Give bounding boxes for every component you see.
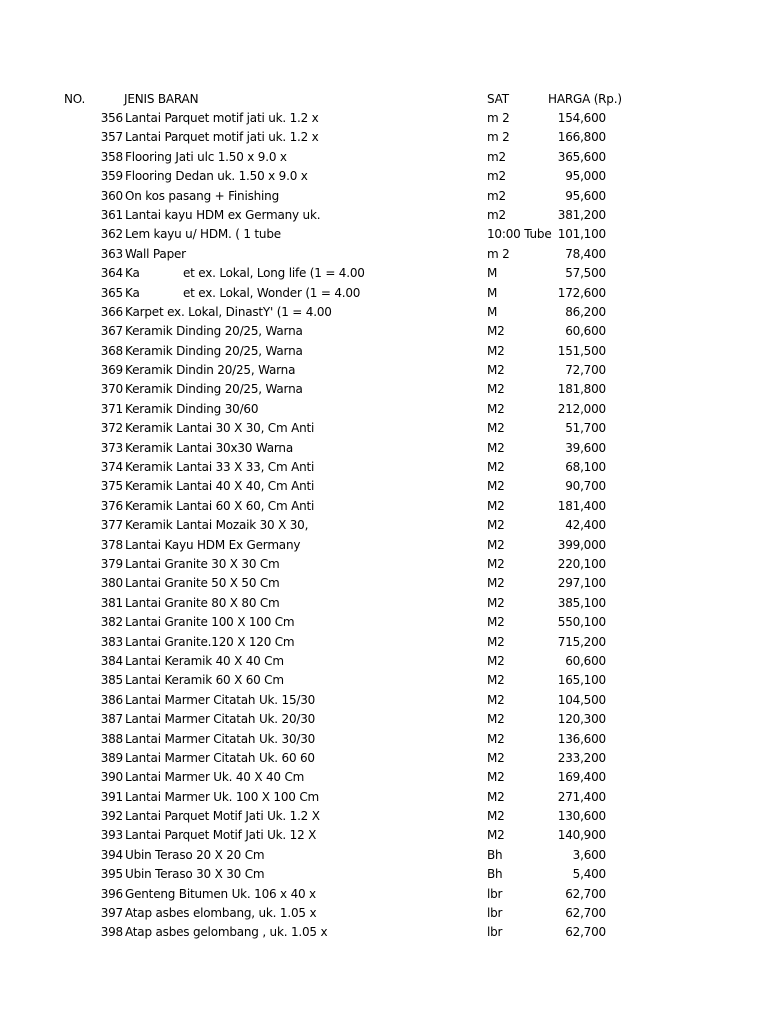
item-unit: M [487, 304, 498, 319]
item-unit: M2 [487, 556, 505, 571]
item-unit: M2 [487, 828, 505, 843]
item-price: 169,400 [557, 770, 606, 785]
item-price: 381,200 [557, 207, 606, 222]
item-number: 397 [100, 906, 123, 921]
item-price: 271,400 [557, 789, 606, 804]
item-price: 68,100 [565, 460, 606, 475]
item-number: 386 [100, 692, 123, 707]
item-name: Lem kayu u/ HDM. ( 1 tube [125, 227, 281, 242]
item-name: Lantai Parquet Motif Jati Uk. 1.2 X [125, 809, 320, 824]
item-name: Flooring Jati ulc 1.50 x 9.0 x [125, 149, 287, 164]
table-row [0, 826, 768, 845]
item-number: 396 [100, 886, 123, 901]
item-name: Karpet ex. Lokal, DinastY' (1 = 4.00 [125, 304, 332, 319]
header-no: NO. [64, 92, 86, 106]
item-unit: M2 [487, 421, 505, 436]
item-unit: Bh [487, 867, 503, 882]
item-number: 398 [100, 925, 123, 940]
table-row [0, 594, 768, 613]
item-price: 104,500 [557, 692, 606, 707]
item-price: 212,000 [557, 401, 606, 416]
item-price: 95,600 [565, 188, 606, 203]
item-name: Lantai Granite 50 X 50 Cm [125, 576, 280, 591]
item-number: 376 [100, 498, 123, 513]
item-price: 42,400 [565, 518, 606, 533]
table-row [0, 322, 768, 341]
item-number: 356 [100, 111, 123, 125]
item-unit: M [487, 266, 498, 281]
item-price: 130,600 [557, 809, 606, 824]
item-price: 95,000 [565, 169, 606, 184]
item-price: 3,600 [572, 847, 606, 862]
item-name: Ubin Teraso 30 X 30 Cm [125, 867, 265, 882]
table-row [0, 613, 768, 632]
item-name: Keramik Dindin 20/25, Warna [125, 363, 296, 378]
item-name: Lantai Parquet Motif Jati Uk. 12 X [125, 828, 317, 843]
table-row [0, 361, 768, 380]
table-row [0, 400, 768, 419]
price-table-body [0, 109, 768, 943]
item-number: 393 [100, 828, 123, 843]
item-unit: m2 [487, 169, 506, 184]
item-price: 5,400 [572, 867, 606, 882]
item-number: 392 [100, 809, 123, 824]
item-unit: Bh [487, 847, 503, 862]
item-unit: m 2 [487, 246, 510, 261]
table-row [0, 303, 768, 322]
item-number: 387 [100, 712, 123, 727]
item-price: 151,500 [557, 343, 606, 358]
table-row [0, 342, 768, 361]
item-number: 360 [100, 188, 123, 203]
item-price: 62,700 [565, 906, 606, 921]
item-price: 62,700 [565, 925, 606, 940]
item-unit: M2 [487, 343, 505, 358]
table-row [0, 284, 768, 303]
item-unit: M2 [487, 401, 505, 416]
item-name: Lantai kayu HDM ex Germany uk. [125, 207, 321, 222]
table-row [0, 768, 768, 787]
table-row [0, 497, 768, 516]
header-item-name: JENIS BARAN [124, 92, 199, 106]
item-price: 181,400 [557, 498, 606, 513]
item-name: Keramik Lantai 33 X 33, Cm Anti [125, 460, 315, 475]
item-unit: M2 [487, 324, 505, 339]
table-row [0, 264, 768, 283]
table-row [0, 536, 768, 555]
item-number: 378 [100, 537, 123, 552]
item-number: 366 [100, 304, 123, 319]
item-unit: M2 [487, 440, 505, 455]
item-unit: m 2 [487, 130, 510, 145]
item-unit: M2 [487, 809, 505, 824]
item-number: 391 [100, 789, 123, 804]
table-row [0, 633, 768, 652]
item-price: 136,600 [557, 731, 606, 746]
item-price: 172,600 [557, 285, 606, 300]
item-name: Lantai Marmer Citatah Uk. 20/30 [125, 712, 316, 727]
item-name: Atap asbes elombang, uk. 1.05 x [125, 906, 317, 921]
item-price: 62,700 [565, 886, 606, 901]
item-number: 365 [100, 285, 123, 300]
item-price: 385,100 [557, 595, 606, 610]
item-number: 385 [100, 673, 123, 688]
item-price: 101,100 [557, 227, 606, 242]
item-name: Keramik Dinding 20/25, Warna [125, 324, 303, 339]
item-name: Lantai Parquet motif jati uk. 1.2 x [125, 111, 319, 125]
item-number: 377 [100, 518, 123, 533]
item-price: 154,600 [557, 111, 606, 125]
table-row [0, 516, 768, 535]
item-number: 359 [100, 169, 123, 184]
item-unit: M2 [487, 712, 505, 727]
item-unit: M2 [487, 653, 505, 668]
item-name: Atap asbes gelombang , uk. 1.05 x [125, 925, 328, 940]
table-row [0, 245, 768, 264]
item-price: 220,100 [557, 556, 606, 571]
item-name: Keramik Lantai Mozaik 30 X 30, [125, 518, 309, 533]
item-name: On kos pasang + Finishing [125, 188, 279, 203]
item-number: 381 [100, 595, 123, 610]
item-price: 181,800 [557, 382, 606, 397]
item-price: 365,600 [557, 149, 606, 164]
item-unit: M2 [487, 595, 505, 610]
table-row [0, 458, 768, 477]
item-name: Ka et ex. Lokal, Wonder (1 = 4.00 [125, 285, 361, 300]
item-name: Lantai Parquet motif jati uk. 1.2 x [125, 130, 319, 145]
item-name: Flooring Dedan uk. 1.50 x 9.0 x [125, 169, 308, 184]
item-number: 375 [100, 479, 123, 494]
item-unit: M2 [487, 576, 505, 591]
item-price: 86,200 [565, 304, 606, 319]
item-number: 389 [100, 750, 123, 765]
item-number: 364 [100, 266, 123, 281]
item-unit: M2 [487, 770, 505, 785]
table-row [0, 710, 768, 729]
item-number: 384 [100, 653, 123, 668]
item-unit: 10:00 Tube [487, 227, 552, 242]
item-number: 367 [100, 324, 123, 339]
table-row [0, 865, 768, 884]
item-number: 358 [100, 149, 123, 164]
item-name: Keramik Dinding 20/25, Warna [125, 343, 303, 358]
item-name: Keramik Lantai 30 X 30, Cm Anti [125, 421, 315, 436]
item-price: 60,600 [565, 324, 606, 339]
item-number: 372 [100, 421, 123, 436]
header-unit: SAT [487, 92, 509, 106]
item-name: Genteng Bitumen Uk. 106 x 40 x [125, 886, 316, 901]
table-row [0, 380, 768, 399]
item-unit: M [487, 285, 498, 300]
item-unit: m2 [487, 149, 506, 164]
table-row [0, 730, 768, 749]
table-row [0, 555, 768, 574]
item-price: 140,900 [557, 828, 606, 843]
item-unit: M2 [487, 692, 505, 707]
item-price: 90,700 [565, 479, 606, 494]
item-number: 390 [100, 770, 123, 785]
item-price: 72,700 [565, 363, 606, 378]
item-name: Keramik Lantai 60 X 60, Cm Anti [125, 498, 315, 513]
item-unit: M2 [487, 789, 505, 804]
item-price: 60,600 [565, 653, 606, 668]
item-unit: M2 [487, 382, 505, 397]
item-unit: M2 [487, 498, 505, 513]
table-row [0, 225, 768, 244]
item-name: Keramik Lantai 30x30 Warna [125, 440, 293, 455]
table-row [0, 109, 768, 128]
item-number: 388 [100, 731, 123, 746]
item-name: Keramik Dinding 30/60 [125, 401, 259, 416]
table-row [0, 187, 768, 206]
item-price: 233,200 [557, 750, 606, 765]
table-row [0, 788, 768, 807]
table-row [0, 749, 768, 768]
item-unit: m 2 [487, 111, 510, 125]
item-unit: m2 [487, 207, 506, 222]
item-unit: M2 [487, 479, 505, 494]
item-name: Lantai Kayu HDM Ex Germany [125, 537, 301, 552]
item-name: Keramik Lantai 40 X 40, Cm Anti [125, 479, 315, 494]
item-unit: M2 [487, 460, 505, 475]
item-number: 363 [100, 246, 123, 261]
item-number: 379 [100, 556, 123, 571]
item-price: 57,500 [565, 266, 606, 281]
item-price: 715,200 [557, 634, 606, 649]
table-row [0, 574, 768, 593]
table-row [0, 904, 768, 923]
table-row [0, 885, 768, 904]
table-row [0, 652, 768, 671]
table-row [0, 206, 768, 225]
item-price: 39,600 [565, 440, 606, 455]
item-name: Lantai Marmer Uk. 100 X 100 Cm [125, 789, 320, 804]
item-name: Lantai Granite.120 X 120 Cm [125, 634, 295, 649]
item-unit: m2 [487, 188, 506, 203]
item-unit: lbr [487, 886, 503, 901]
item-unit: M2 [487, 363, 505, 378]
item-number: 383 [100, 634, 123, 649]
table-row [0, 671, 768, 690]
item-number: 370 [100, 382, 123, 397]
item-number: 361 [100, 207, 123, 222]
item-name: Lantai Marmer Citatah Uk. 15/30 [125, 692, 316, 707]
item-name: Lantai Keramik 60 X 60 Cm [125, 673, 284, 688]
item-unit: M2 [487, 537, 505, 552]
item-price: 297,100 [557, 576, 606, 591]
item-price: 165,100 [557, 673, 606, 688]
table-row [0, 846, 768, 865]
item-number: 380 [100, 576, 123, 591]
item-unit: lbr [487, 906, 503, 921]
item-name: Lantai Keramik 40 X 40 Cm [125, 653, 284, 668]
item-unit: M2 [487, 750, 505, 765]
item-name: Lantai Granite 80 X 80 Cm [125, 595, 280, 610]
table-row [0, 128, 768, 147]
item-number: 373 [100, 440, 123, 455]
item-name: Ka et ex. Lokal, Long life (1 = 4.00 [125, 266, 365, 281]
table-row [0, 923, 768, 942]
item-name: Wall Paper [125, 246, 186, 261]
item-number: 368 [100, 343, 123, 358]
item-name: Lantai Marmer Citatah Uk. 60 60 [125, 750, 315, 765]
item-name: Lantai Granite 30 X 30 Cm [125, 556, 280, 571]
item-unit: M2 [487, 518, 505, 533]
table-row [0, 167, 768, 186]
table-row [0, 691, 768, 710]
item-price: 78,400 [565, 246, 606, 261]
table-row [0, 419, 768, 438]
table-header [0, 90, 768, 109]
header-price: HARGA (Rp.) [548, 92, 622, 106]
item-number: 374 [100, 460, 123, 475]
item-name: Lantai Marmer Citatah Uk. 30/30 [125, 731, 316, 746]
item-price: 166,800 [557, 130, 606, 145]
table-row [0, 439, 768, 458]
item-unit: M2 [487, 615, 505, 630]
item-number: 395 [100, 867, 123, 882]
item-price: 120,300 [557, 712, 606, 727]
item-name: Keramik Dinding 20/25, Warna [125, 382, 303, 397]
item-price: 51,700 [565, 421, 606, 436]
item-unit: M2 [487, 673, 505, 688]
item-unit: lbr [487, 925, 503, 940]
table-row [0, 477, 768, 496]
item-number: 382 [100, 615, 123, 630]
item-price: 550,100 [557, 615, 606, 630]
item-number: 394 [100, 847, 123, 862]
item-unit: M2 [487, 634, 505, 649]
item-price: 399,000 [557, 537, 606, 552]
table-row [0, 148, 768, 167]
item-name: Lantai Marmer Uk. 40 X 40 Cm [125, 770, 305, 785]
item-unit: M2 [487, 731, 505, 746]
table-row [0, 807, 768, 826]
item-number: 371 [100, 401, 123, 416]
item-number: 357 [100, 130, 123, 145]
item-number: 369 [100, 363, 123, 378]
item-name: Lantai Granite 100 X 100 Cm [125, 615, 295, 630]
item-name: Ubin Teraso 20 X 20 Cm [125, 847, 265, 862]
item-number: 362 [100, 227, 123, 242]
